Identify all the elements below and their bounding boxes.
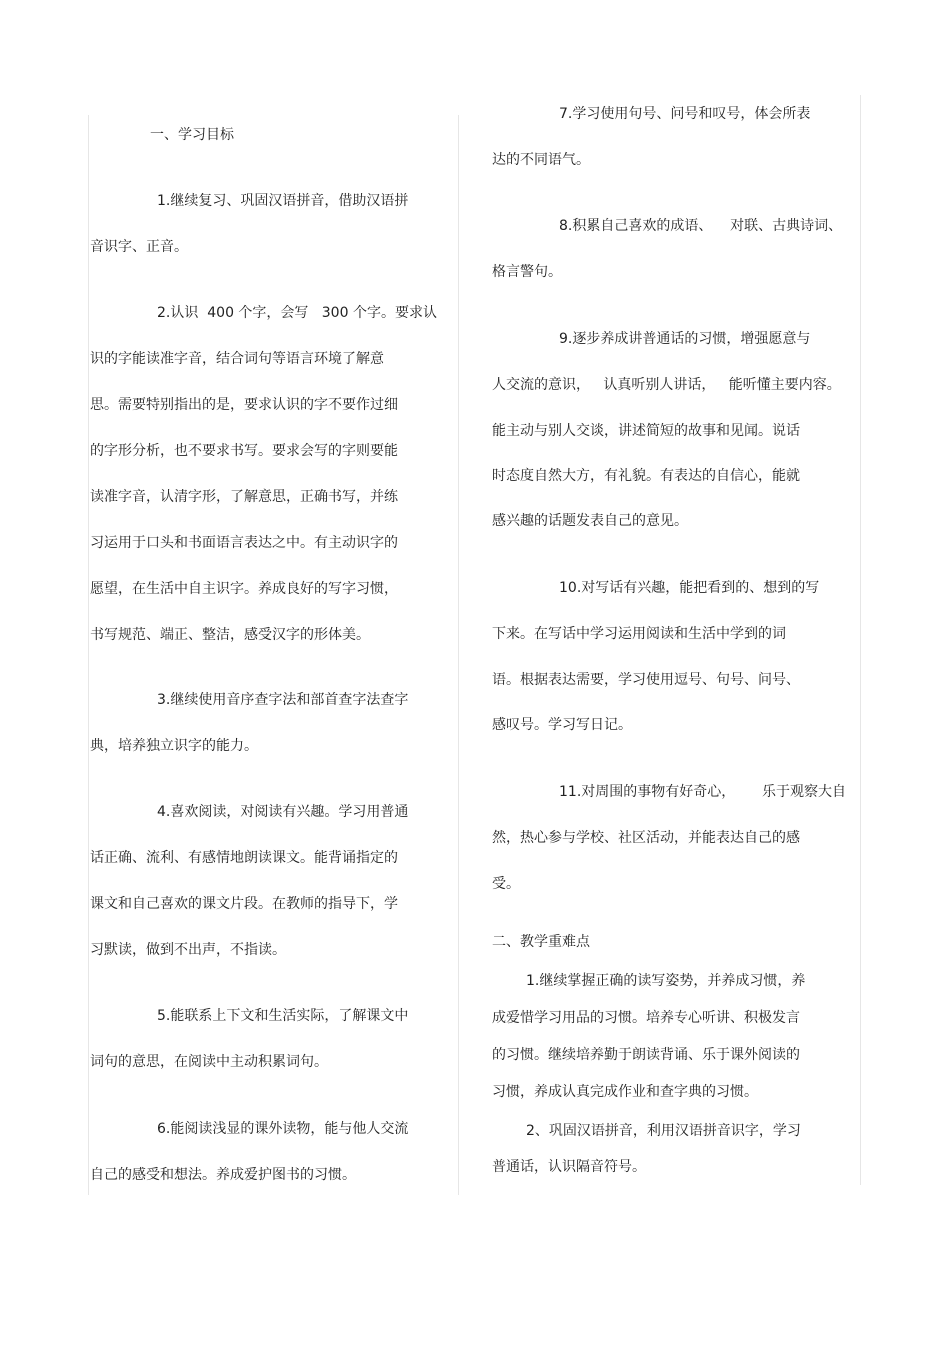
paragraph-line: 语。根据表达需要，学习使用逗号、句号、问号、 xyxy=(492,672,800,688)
paragraph-line: 人交流的意识， 认真听别人讲话， 能听懂主要内容。 xyxy=(492,377,841,393)
paragraph-line: 格言警句。 xyxy=(492,264,562,280)
paragraph-line: 1.继续掌握正确的读写姿势，并养成习惯，养 xyxy=(526,973,806,989)
paragraph-line: 9.逐步养成讲普通话的习惯，增强愿意与 xyxy=(559,331,811,347)
paragraph-line: 书写规范、端正、整洁，感受汉字的形体美。 xyxy=(90,627,370,643)
center-column-rule xyxy=(458,115,459,1195)
section-heading-key-points: 二、教学重难点 xyxy=(492,934,590,950)
paragraph-line: 感兴趣的话题发表自己的意见。 xyxy=(492,513,688,529)
paragraph-line: 读准字音，认清字形，了解意思，正确书写，并练 xyxy=(90,489,398,505)
right-column-rule xyxy=(860,95,861,1185)
paragraph-line: 课文和自己喜欢的课文片段。在教师的指导下，学 xyxy=(90,896,398,912)
paragraph-line: 5.能联系上下文和生活实际，了解课文中 xyxy=(157,1008,409,1024)
paragraph-line: 愿望，在生活中自主识字。养成良好的写字习惯， xyxy=(90,581,398,597)
paragraph-line: 10.对写话有兴趣，能把看到的、想到的写 xyxy=(559,580,820,596)
paragraph-line: 典，培养独立识字的能力。 xyxy=(90,738,258,754)
paragraph-line: 习运用于口头和书面语言表达之中。有主动识字的 xyxy=(90,535,398,551)
paragraph-line: 普通话，认识隔音符号。 xyxy=(492,1159,646,1175)
paragraph-line: 话正确、流利、有感情地朗读课文。能背诵指定的 xyxy=(90,850,398,866)
paragraph-line: 识的字能读准字音，结合词句等语言环境了解意 xyxy=(90,351,384,367)
paragraph-line: 习惯，养成认真完成作业和查字典的习惯。 xyxy=(492,1084,758,1100)
paragraph-line: 11.对周围的事物有好奇心， 乐于观察大自 xyxy=(559,784,846,800)
paragraph-line: 2.认识 400 个字，会写 300 个字。要求认 xyxy=(157,305,437,321)
paragraph-line: 的字形分析，也不要求书写。要求会写的字则要能 xyxy=(90,443,398,459)
paragraph-line: 达的不同语气。 xyxy=(492,152,590,168)
paragraph-line: 8.积累自己喜欢的成语、 对联、古典诗词、 xyxy=(559,218,843,234)
paragraph-line: 思。需要特别指出的是，要求认识的字不要作过细 xyxy=(90,397,398,413)
paragraph-line: 4.喜欢阅读，对阅读有兴趣。学习用普通 xyxy=(157,804,409,820)
paragraph-line: 1.继续复习、巩固汉语拼音，借助汉语拼 xyxy=(157,193,409,209)
paragraph-line: 音识字、正音。 xyxy=(90,239,188,255)
paragraph-line: 3.继续使用音序查字法和部首查字法查字 xyxy=(157,692,409,708)
paragraph-line: 词句的意思，在阅读中主动积累词句。 xyxy=(90,1054,328,1070)
paragraph-line: 感叹号。学习写日记。 xyxy=(492,717,632,733)
left-column-rule xyxy=(88,115,89,1195)
paragraph-line: 然，热心参与学校、社区活动，并能表达自己的感 xyxy=(492,830,800,846)
paragraph-line: 自己的感受和想法。养成爱护图书的习惯。 xyxy=(90,1167,356,1183)
paragraph-line: 习默读，做到不出声，不指读。 xyxy=(90,942,286,958)
paragraph-line: 下来。在写话中学习运用阅读和生活中学到的词 xyxy=(492,626,786,642)
section-heading-goals: 一、学习目标 xyxy=(150,127,234,143)
paragraph-line: 成爱惜学习用品的习惯。培养专心听讲、积极发言 xyxy=(492,1010,800,1026)
paragraph-line: 7.学习使用句号、问号和叹号，体会所表 xyxy=(559,106,811,122)
paragraph-line: 能主动与别人交谈，讲述简短的故事和见闻。说话 xyxy=(492,423,800,439)
paragraph-line: 的习惯。继续培养勤于朗读背诵、乐于课外阅读的 xyxy=(492,1047,800,1063)
paragraph-line: 6.能阅读浅显的课外读物，能与他人交流 xyxy=(157,1121,409,1137)
paragraph-line: 受。 xyxy=(492,876,520,892)
paragraph-line: 2、巩固汉语拼音，利用汉语拼音识字，学习 xyxy=(526,1123,801,1139)
paragraph-line: 时态度自然大方，有礼貌。有表达的自信心，能就 xyxy=(492,468,800,484)
